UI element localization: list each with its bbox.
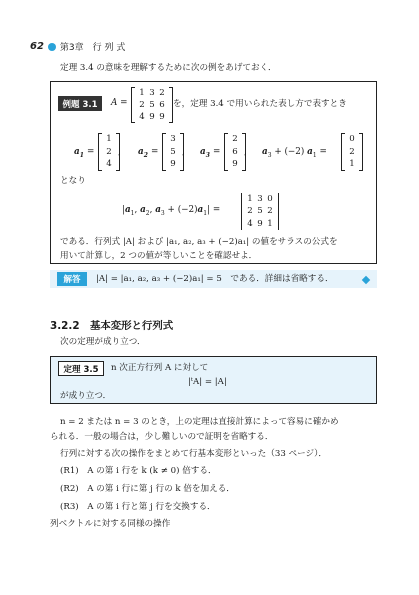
det-matrix-cell: 2 [247,206,253,217]
theorem-formula: |ᵗA| = |A| [188,377,227,387]
A-matrix [131,87,173,123]
rule-R1: (R1) A の第 i 行を k (k ≠ 0) 倍する． [60,466,217,476]
page-header [30,40,125,53]
rule-R3: (R3) A の第 i 行と第 j 行を交換する． [60,502,216,512]
det-matrix-cell: 0 [267,194,273,204]
answer-badge: 解答 [57,272,87,286]
comma: , [118,147,121,157]
body-line-7: 列ベクトルに対する同様の操作 [50,519,171,529]
theorem-badge: 定理 3.5 [58,361,104,376]
tonari-text: となり [60,176,86,186]
example-lead: を，定理 3.4 で用いられた表し方で表すとき [173,99,347,109]
a3-eq: = [213,147,221,157]
a2-cells [166,133,180,171]
a2-cell: 3 [170,134,176,144]
det-matrix-cell: 2 [267,206,273,217]
rule-R2: (R2) A の第 i 行に第 j 行の k 倍を加える． [60,484,235,494]
A-matrix-cell: 2 [159,88,165,98]
a2-cell: 5 [170,146,176,157]
example-line2: 用いて計算し，2 つの値が等しいことを確認せよ． [60,251,258,261]
a3-symbol: $a_3$ [200,147,210,159]
a1-cell: 2 [106,146,112,157]
a3-combo-label: $a_3 + (-2) a_1$ = [262,147,327,159]
a3-cells [228,133,242,171]
a2-eq: = [151,147,159,157]
example-badge: 例題 3.1 [58,96,102,111]
theorem-line1: n 次正方行列 A に対して [111,363,209,373]
a3-vector [224,133,246,171]
a3-combo-cell: 0 [349,134,355,144]
a2-symbol: $a_2$ [138,147,148,159]
section-intro: 次の定理が成り立つ． [60,337,146,347]
det-matrix [241,193,279,230]
det-matrix-cells [242,193,278,230]
det-matrix-cell: 9 [257,218,263,229]
A-matrix-cell: 1 [139,88,145,98]
det-matrix-cell: 1 [247,194,253,204]
a3-combo-cells [345,133,359,171]
a1-symbol: $a_1$ [74,147,84,159]
a3-combo-vector [341,133,363,171]
a1-vector [98,133,120,171]
example-line1: である．行列式 |A| および |a₁, a₂, a₃ + (−2)a₁| の値をサラスの公式を [60,237,338,247]
A-matrix-cell: 9 [149,112,155,122]
chapter-title: 第3章 行 列 式 [59,43,126,53]
a2-cell: 9 [170,159,176,170]
body-line-1: n = 2 または n = 3 のとき，上の定理は直接計算によって容易に確かめ [60,417,339,427]
section-title: 3.2.2 基本変形と行列式 [50,320,174,332]
A-matrix-cell: 4 [139,112,145,122]
a1-cells [102,133,116,171]
a3-combo-cell: 1 [349,159,355,170]
theorem-line2: が成り立つ． [60,391,112,401]
det-matrix-cell: 5 [257,206,263,217]
header-dot-icon [48,43,56,51]
A-matrix-cell: 6 [159,100,165,110]
a3-combo-cell: 2 [349,146,355,157]
a3-cell: 6 [232,146,238,157]
a1-eq: = [87,147,95,157]
a1-cell: 1 [106,134,112,144]
body-line-3: 行列に対する次の操作をまとめて行基本変形といった（33 ページ）． [60,449,328,459]
answer-text: |A| = |a₁, a₂, a₃ + (−2)a₁| = 5 である．詳細は省略する． [96,274,334,284]
page-number: 62 [30,41,44,52]
comma: , [182,147,185,157]
a1-cell: 4 [106,159,112,170]
a3-cell: 2 [232,134,238,144]
det-lhs: $|a_1$, $a_2$, $a_3 + (-2)a_1|$ = [122,205,221,217]
det-matrix-cell: 4 [247,218,253,229]
body-line-2: られる．一般の場合は，少し難しいので証明を省略する． [50,432,274,442]
A-label: A = [111,98,128,108]
A-matrix-cell: 3 [149,88,155,98]
det-matrix-cell: 3 [257,194,263,204]
comma: , [244,147,247,157]
intro-text: 定理 3.4 の意味を理解するために次の例をあげておく． [60,63,277,73]
det-matrix-cell: 1 [267,218,273,229]
A-matrix-cell: 2 [139,100,145,110]
A-matrix-cell: 9 [159,112,165,122]
A-matrix-cells [135,87,169,123]
a3-cell: 9 [232,159,238,170]
A-matrix-cell: 5 [149,100,155,110]
a2-vector [162,133,184,171]
